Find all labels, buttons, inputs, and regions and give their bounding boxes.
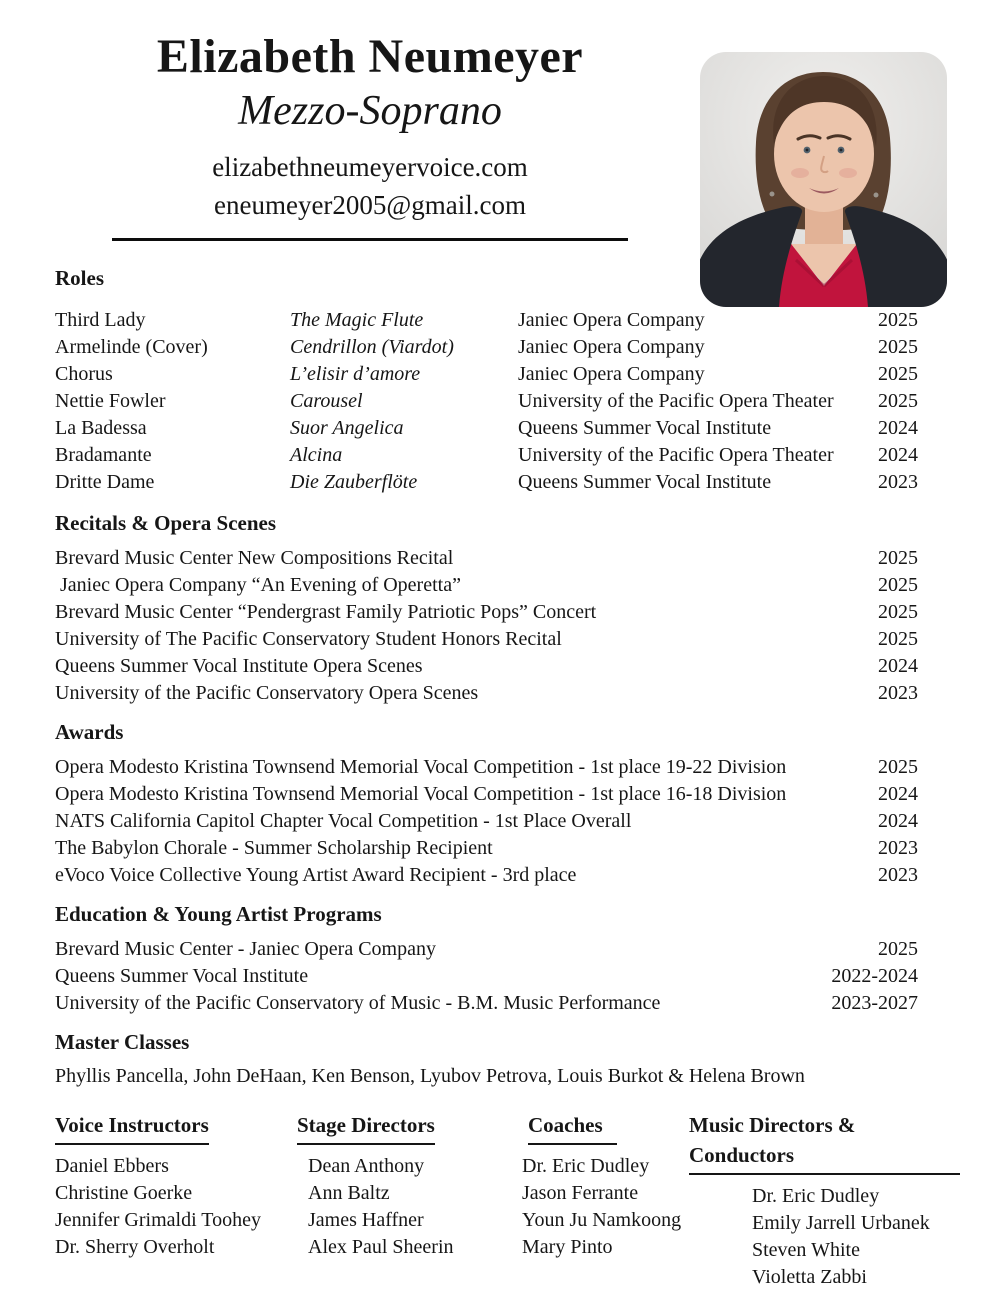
instructor-columns [55, 1110, 960, 1291]
education-title: Queens Summer Vocal Institute [55, 965, 309, 987]
person-name: Emily Jarrell Urbanek [752, 1212, 930, 1234]
education-list [55, 936, 918, 1017]
role-name: Dritte Dame [55, 471, 155, 493]
role-company: Janiec Opera Company [518, 363, 705, 385]
recital-year: 2025 [878, 601, 918, 623]
column-heading: Stage Directors [297, 1110, 435, 1145]
awards-list [55, 754, 918, 889]
artist-name: Elizabeth Neumeyer [156, 30, 584, 83]
column-names [689, 1183, 960, 1291]
education-title: Brevard Music Center - Janiec Opera Company [55, 938, 436, 960]
email: eneumeyer2005@gmail.com [213, 190, 527, 220]
person-name: Jennifer Grimaldi Toohey [55, 1209, 261, 1231]
role-work: Carousel [290, 390, 363, 412]
recital-row [55, 599, 918, 626]
column-stage-directors [297, 1110, 522, 1291]
award-row [55, 754, 918, 781]
header-divider [112, 238, 628, 241]
award-row [55, 781, 918, 808]
website: elizabethneumeyervoice.com [212, 152, 528, 182]
column-voice-instructors [55, 1110, 297, 1291]
role-company: Janiec Opera Company [518, 336, 705, 358]
column-heading-wrap [522, 1110, 689, 1145]
role-year: 2023 [878, 471, 918, 493]
education-title: University of the Pacific Conservatory of Music - B.M. Music Performance [55, 992, 661, 1014]
person-name: Alex Paul Sheerin [308, 1236, 454, 1258]
role-name: Third Lady [55, 309, 146, 331]
person-name: Dr. Sherry Overholt [55, 1236, 215, 1258]
role-name: Chorus [55, 363, 113, 385]
column-heading: Music Directors & Conductors [689, 1110, 960, 1175]
role-work: Alcina [290, 444, 343, 466]
person-name: Dean Anthony [308, 1155, 425, 1177]
award-year: 2025 [878, 756, 918, 778]
recital-year: 2023 [878, 682, 918, 704]
award-title: eVoco Voice Collective Young Artist Award Recipient - 3rd place [55, 864, 577, 886]
person-name: James Haffner [308, 1209, 424, 1231]
award-row [55, 862, 918, 889]
column-heading-wrap [689, 1110, 960, 1175]
role-company: University of the Pacific Opera Theater [518, 444, 834, 466]
voice-type: Mezzo-Soprano [238, 88, 502, 134]
person-name: Steven White [752, 1239, 860, 1261]
education-row [55, 990, 918, 1017]
person-name: Violetta Zabbi [752, 1266, 867, 1288]
recital-title: Brevard Music Center New Compositions Recital [55, 547, 454, 569]
role-name: La Badessa [55, 417, 147, 439]
awards-heading: Awards [55, 720, 124, 744]
column-coaches [522, 1110, 689, 1291]
award-title: Opera Modesto Kristina Townsend Memorial Vocal Competition - 1st place 16-18 Division [55, 783, 787, 805]
recital-row [55, 680, 918, 707]
master-classes-names: Phyllis Pancella, John DeHaan, Ken Benson, Lyubov Petrova, Louis Burkot & Helena Brown [55, 1065, 805, 1087]
role-work: L’elisir d’amore [290, 363, 421, 385]
earring-right [874, 193, 879, 198]
role-name: Nettie Fowler [55, 390, 166, 412]
role-year: 2024 [878, 444, 918, 466]
recitals-heading: Recitals & Opera Scenes [55, 511, 277, 535]
headshot-photo [700, 52, 947, 307]
education-row [55, 963, 918, 990]
section-awards [55, 719, 918, 889]
header-text-block [55, 30, 685, 241]
role-year: 2025 [878, 309, 918, 331]
education-year: 2025 [878, 938, 918, 960]
person-name: Christine Goerke [55, 1182, 193, 1204]
role-company: Queens Summer Vocal Institute [518, 471, 772, 493]
role-name: Armelinde (Cover) [55, 336, 208, 358]
headshot-illustration [700, 52, 947, 307]
person-name: Dr. Eric Dudley [752, 1185, 880, 1207]
person-name: Jason Ferrante [522, 1182, 639, 1204]
header [0, 30, 1000, 241]
role-company: Janiec Opera Company [518, 309, 705, 331]
education-row [55, 936, 918, 963]
role-work: Die Zauberflöte [290, 471, 418, 493]
role-year: 2024 [878, 417, 918, 439]
recitals-list [55, 545, 918, 707]
recital-year: 2025 [878, 574, 918, 596]
role-year: 2025 [878, 336, 918, 358]
award-year: 2024 [878, 783, 918, 805]
roles-table [55, 307, 918, 496]
recital-row [55, 626, 918, 653]
column-heading-wrap [297, 1110, 522, 1145]
award-year: 2023 [878, 864, 918, 886]
column-heading: Coaches [528, 1110, 617, 1145]
column-music-directors [689, 1110, 960, 1291]
recital-year: 2024 [878, 655, 918, 677]
column-heading: Voice Instructors [55, 1110, 209, 1145]
column-names [522, 1153, 689, 1261]
section-recitals [55, 510, 918, 707]
role-year: 2025 [878, 390, 918, 412]
recital-year: 2025 [878, 628, 918, 650]
master-classes-heading: Master Classes [55, 1030, 190, 1054]
column-heading-wrap [55, 1110, 297, 1145]
role-work: Suor Angelica [290, 417, 404, 439]
column-names [297, 1153, 522, 1261]
section-master-classes [55, 1029, 918, 1090]
education-heading: Education & Young Artist Programs [55, 902, 382, 926]
person-name: Mary Pinto [522, 1236, 613, 1258]
award-row [55, 835, 918, 862]
person-name: Daniel Ebbers [55, 1155, 169, 1177]
roles-heading: Roles [55, 266, 104, 290]
recital-year: 2025 [878, 547, 918, 569]
award-year: 2024 [878, 810, 918, 832]
role-company: Queens Summer Vocal Institute [518, 417, 772, 439]
recital-title: University of The Pacific Conservatory Student Honors Recital [55, 628, 562, 650]
recital-row [55, 653, 918, 680]
role-work: Cendrillon (Viardot) [290, 336, 454, 358]
recital-title: Queens Summer Vocal Institute Opera Scenes [55, 655, 423, 677]
award-title: Opera Modesto Kristina Townsend Memorial Vocal Competition - 1st place 19-22 Division [55, 756, 787, 778]
person-name: Dr. Eric Dudley [522, 1155, 650, 1177]
column-names [55, 1153, 297, 1261]
section-education [55, 901, 918, 1017]
role-company: University of the Pacific Opera Theater [518, 390, 834, 412]
award-title: The Babylon Chorale - Summer Scholarship Recipient [55, 837, 493, 859]
recital-row [55, 572, 918, 599]
recital-title: University of the Pacific Conservatory Opera Scenes [55, 682, 479, 704]
role-work: The Magic Flute [290, 309, 424, 331]
award-title: NATS California Capitol Chapter Vocal Competition - 1st Place Overall [55, 810, 632, 832]
person-name: Ann Baltz [308, 1182, 390, 1204]
recital-title: Brevard Music Center “Pendergrast Family Patriotic Pops” Concert [55, 601, 597, 623]
role-year: 2025 [878, 363, 918, 385]
person-name: Youn Ju Namkoong [522, 1209, 682, 1231]
award-year: 2023 [878, 837, 918, 859]
role-name: Bradamante [55, 444, 152, 466]
recital-row [55, 545, 918, 572]
education-year: 2022-2024 [831, 965, 918, 987]
recital-title: Janiec Opera Company “An Evening of Operetta” [55, 574, 461, 596]
education-year: 2023-2027 [831, 992, 918, 1014]
earring-left [770, 192, 775, 197]
award-row [55, 808, 918, 835]
